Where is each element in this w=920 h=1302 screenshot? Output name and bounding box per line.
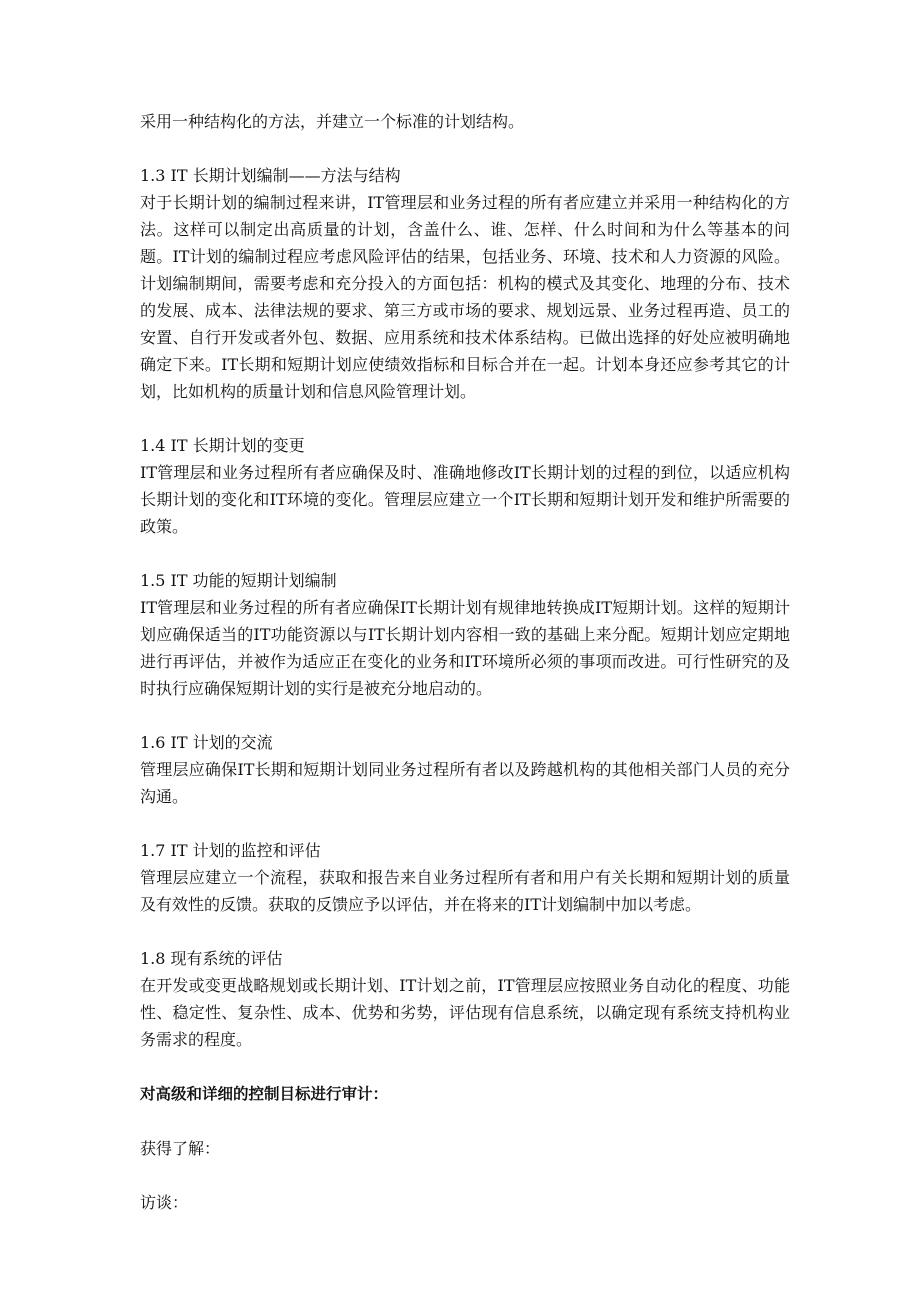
section-1-8 bbox=[140, 945, 790, 1053]
section-body: 在开发或变更战略规划或长期计划、IT计划之前，IT管理层应按照业务自动化的程度、功能性、稳定性、复杂性、成本、优势和劣势，评估现有信息系统，以确定现有系统支持机构业务需求的程度。 bbox=[140, 976, 790, 1049]
section-1-3 bbox=[140, 162, 790, 405]
section-heading: 1.4 IT 长期计划的变更 bbox=[140, 436, 305, 455]
intro-paragraph: 采用一种结构化的方法，并建立一个标准的计划结构。 bbox=[140, 112, 525, 131]
section-body: 管理层应建立一个流程，获取和报告来自业务过程所有者和用户有关长期和短期计划的质量及有效性的反馈。获取的反馈应予以评估，并在将来的IT计划编制中加以考虑。 bbox=[140, 868, 790, 914]
section-body: IT管理层和业务过程的所有者应确保IT长期计划有规律地转换成IT短期计划。这样的短期计划应确保适当的IT功能资源以与IT长期计划内容相一致的基础上来分配。短期计划应定期地进行再评估，并被作为适应正在变化的业务和IT环境所必须的事项而改进。可行性研究的及时执行应确保短期计划的实行是被充分地启动的。 bbox=[140, 598, 790, 698]
section-heading: 1.3 IT 长期计划编制——方法与结构 bbox=[140, 166, 401, 185]
section-heading: 1.7 IT 计划的监控和评估 bbox=[140, 841, 321, 860]
section-heading: 1.5 IT 功能的短期计划编制 bbox=[140, 571, 337, 590]
section-body: 对于长期计划的编制过程来讲，IT管理层和业务过程的所有者应建立并采用一种结构化的方法。这样可以制定出高质量的计划，含盖什么、谁、怎样、什么时间和为什么等基本的问题。IT计划的编制过程应考虑风险评估的结果，包括业务、环境、技术和人力资源的风险。计划编制期间，需要考虑和充分投入的方面包括：机构的模式及其变化、地理的分布、技术的发展、成本、法律法规的要求、第三方或市场的要求、规划远景、业务过程再造、员工的安置、自行开发或者外包、数据、应用系统和技术体系结构。已做出选择的好处应被明确地确定下来。IT长期和短期计划应使绩效指标和目标合并在一起。计划本身还应参考其它的计划，比如机构的质量计划和信息风险管理计划。 bbox=[140, 193, 790, 401]
audit-heading: 对高级和详细的控制目标进行审计： bbox=[140, 1085, 389, 1103]
section-1-7 bbox=[140, 837, 790, 918]
section-1-6 bbox=[140, 729, 790, 810]
section-body: 管理层应确保IT长期和短期计划同业务过程所有者以及跨越机构的其他相关部门人员的充分沟通。 bbox=[140, 760, 790, 806]
section-heading: 1.8 现有系统的评估 bbox=[140, 949, 283, 968]
understanding-label: 获得了解： bbox=[140, 1139, 221, 1158]
section-1-4 bbox=[140, 432, 790, 540]
interview-label: 访谈： bbox=[140, 1193, 189, 1212]
document-page bbox=[140, 108, 790, 1216]
section-heading: 1.6 IT 计划的交流 bbox=[140, 733, 273, 752]
section-body: IT管理层和业务过程所有者应确保及时、准确地修改IT长期计划的过程的到位，以适应机构长期计划的变化和IT环境的变化。管理层应建立一个IT长期和短期计划开发和维护所需要的政策。 bbox=[140, 463, 790, 536]
section-1-5 bbox=[140, 567, 790, 702]
